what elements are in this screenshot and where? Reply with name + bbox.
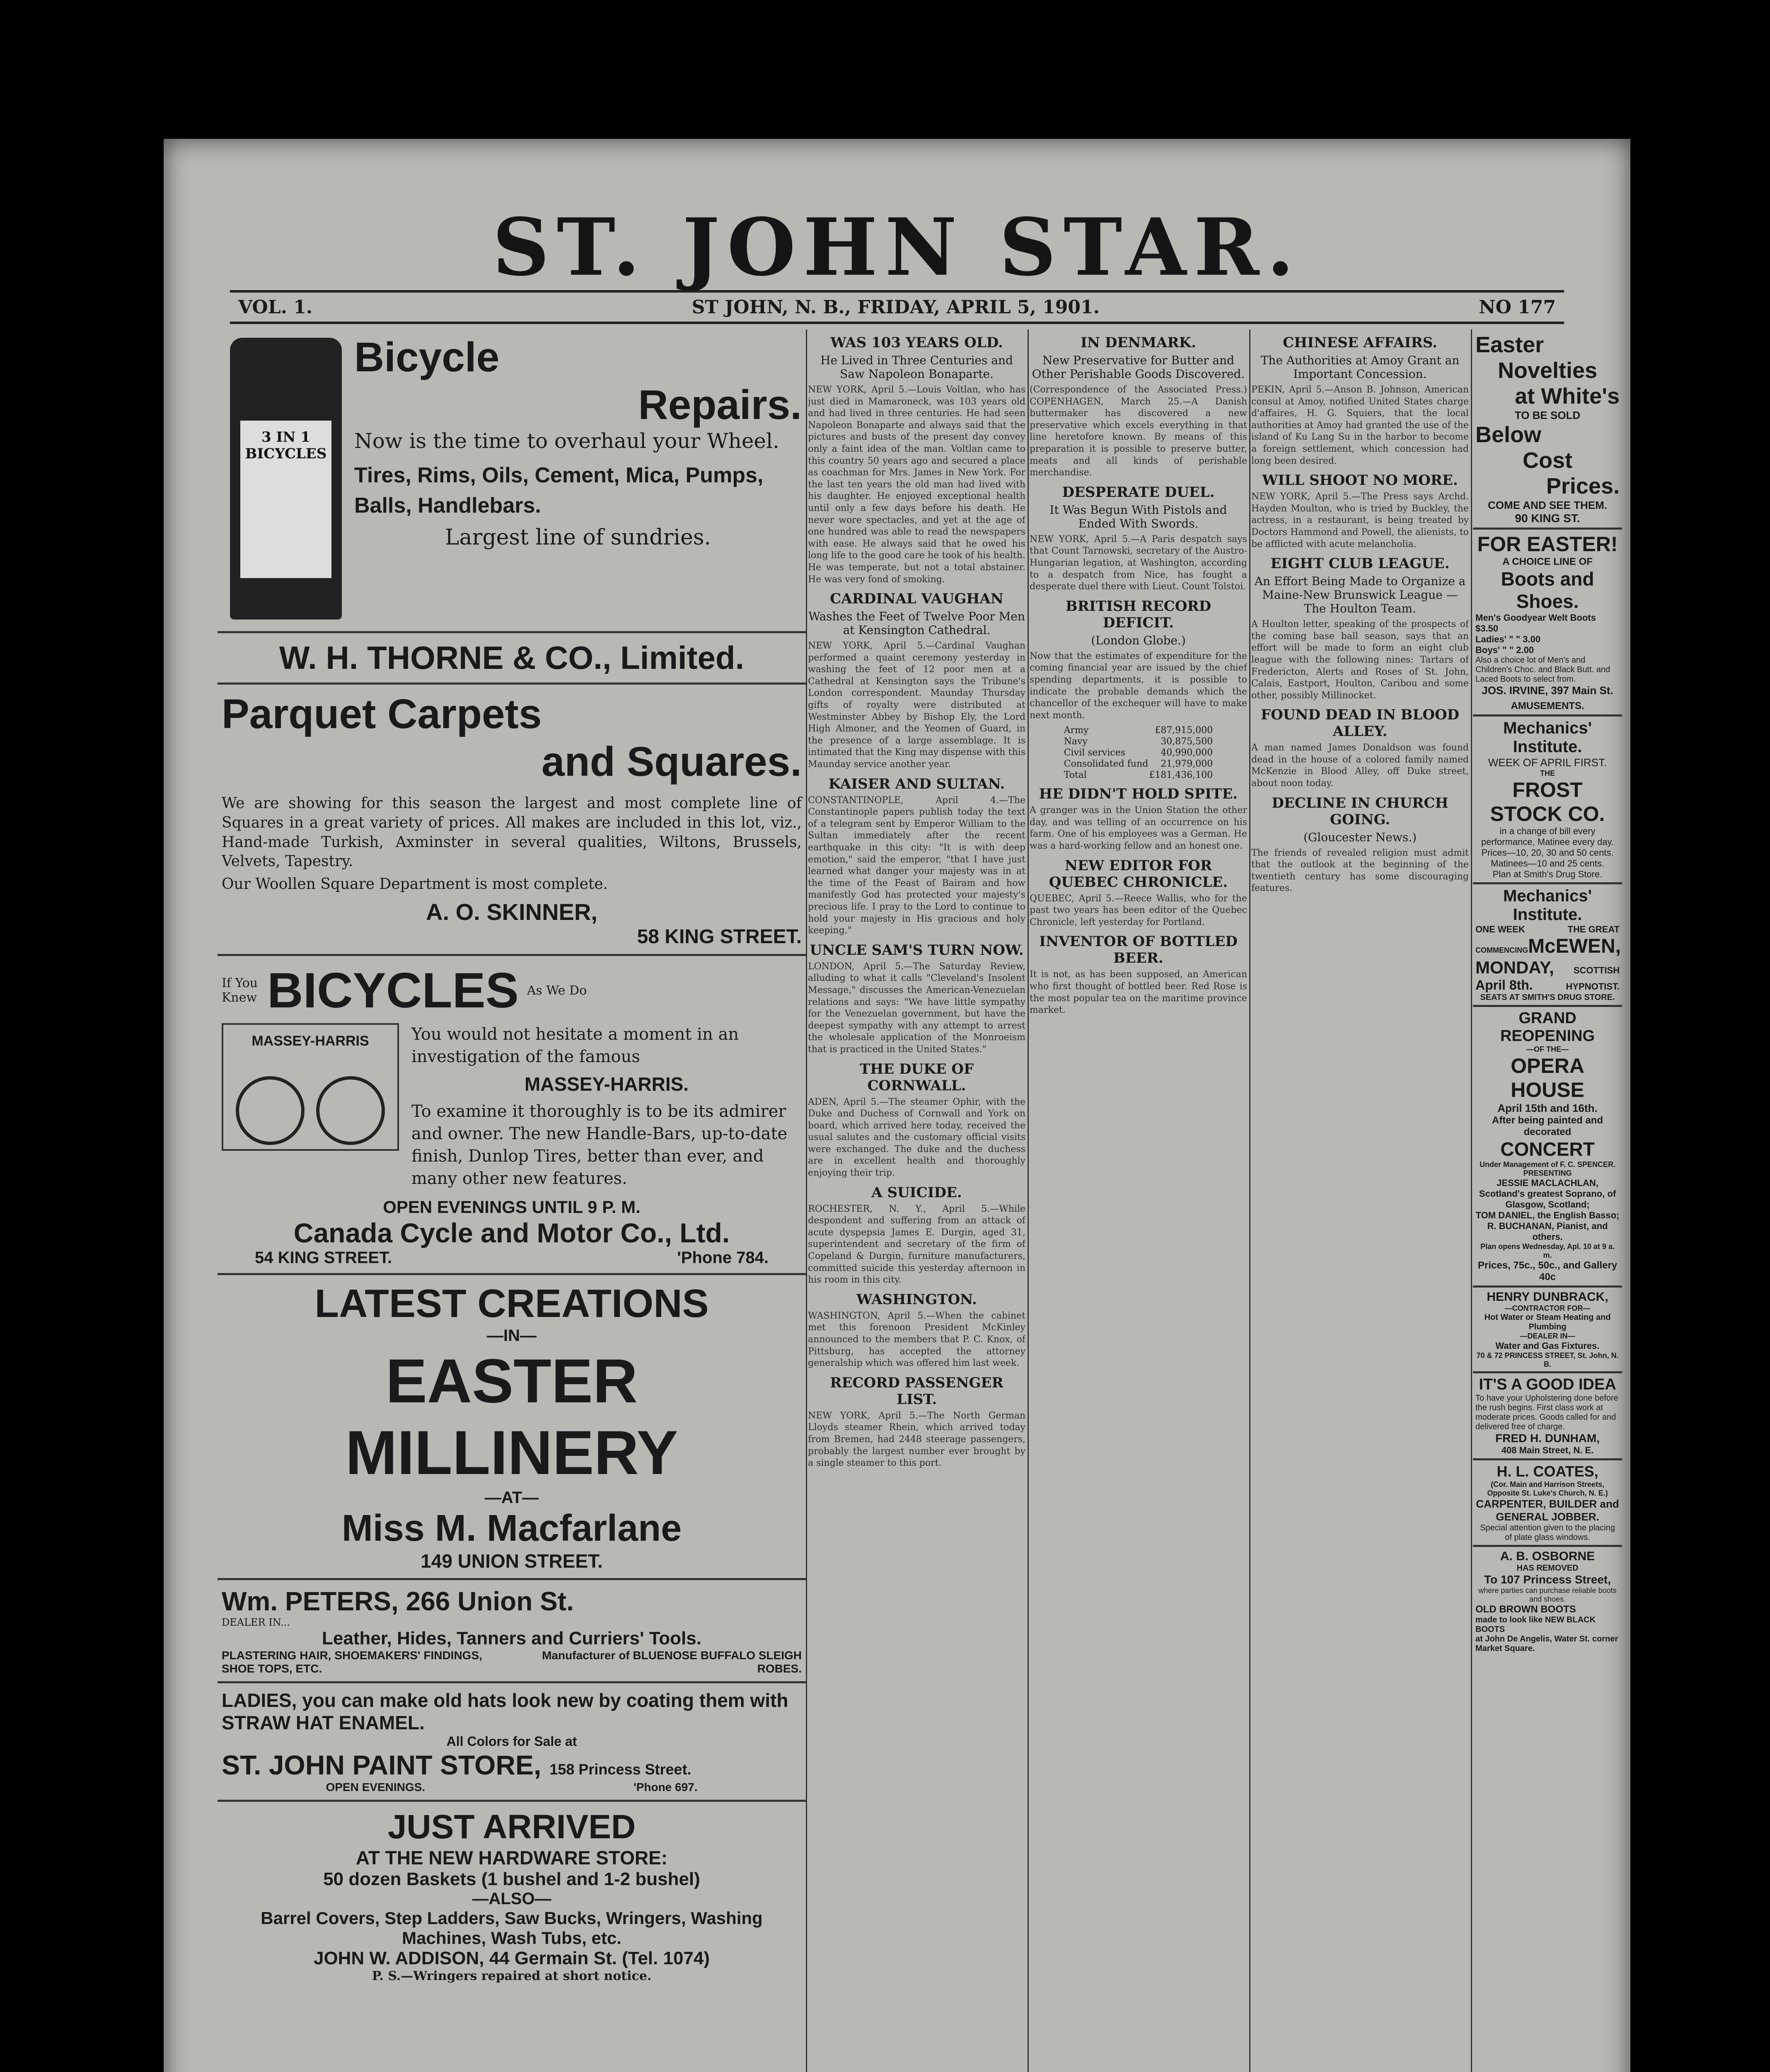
article [1251,795,1469,895]
ad-line: JESSIE MACLACHLAN, Scotland's greatest Soprano, of Glasgow, Scotland; [1479,1178,1616,1210]
article-body: Now that the estimates of expenditure for the coming financial year are issued by the chief spending departments, it is possible to indicate the probable demands which the chancellor of the exchequer will have to make next month. [1030,651,1247,721]
article [1030,598,1247,781]
ad-line: Boys' " " 2.00 [1475,645,1534,655]
estimates-table [1064,725,1214,781]
article-body: NEW YORK, April 5.—Cardinal Vaughan performed a quaint ceremony yesterday in washing the feet of 12 poor men at a Cathedral at Kensington says the Tribune's London correspondent. Maunday Thursday gifts of royalty were distributed at Westminster Abbey by Bishop Ely, the Lord High Almoner, and the Yeomen of Guard, in the presence of a large assemblage. It is intimated that the King may dispense with this Maunday service another year. [808,641,1025,770]
merchant-name: A. O. SKINNER, [426,899,597,925]
ad-line: Hot Water or Steam Heating and Plumbing [1484,1313,1611,1331]
ad-headline: EASTER MILLINERY [345,1346,678,1488]
ad-line: Plan opens Wednesday, Apl. 10 at 9 a. m. [1480,1242,1615,1259]
article-headline: KAISER AND SULTAN. [828,775,1005,792]
article-body: NEW YORK, April 5.—The North German Lloyds steamer Rhein, which arrived today from Bremen, had 2448 steerage passengers, probably the largest number ever brought by a single steamer to this port. [808,1410,1025,1469]
ad-line: ONE WEEK [1475,924,1525,934]
article-body: NEW YORK, April 5.—The Press says Archd. Hayden Moulton, who is tried by Buckley, the actress, in a restaurant, is being treated by Doctors Hammond and Powell, the alienists, to be afflicted with acute melancholia. [1251,491,1469,549]
ad-line: at John De Angelis, Water St. corner Market Square. [1475,1634,1618,1653]
column-rule [1471,329,1472,2072]
article-headline: A SUICIDE. [871,1184,962,1201]
ad-text: To examine it thoroughly is to be its admirer and owner. The new Handle-Bars, up-to-date finish, Dunlop Tires, better than ever, and many other new features. [411,1102,788,1188]
article-body: ROCHESTER, N. Y., April 5.—While despondent and suffering from an attack of acute dyspepsia James E. Durgin, aged 31, superintendent and secretary of the firm of Copeland & Durgin, furniture manufacturers, committed suicide this yesterday afternoon in his room in this city. [808,1203,1025,1285]
wheel-shape [236,1076,305,1145]
table-cell: 40,990,000 [1161,748,1213,758]
table-cell: Total [1064,770,1087,781]
phone: 'Phone 697. [634,1781,698,1794]
ad-line: 50 dozen Baskets (1 bushel and 1-2 bushel) [323,1869,700,1890]
article-body: CONSTANTINOPLE, April 4.—The Constantinople papers publish today the text of a telegram sent by Emperor William to the Sultan immediately after the recent earthquake in this city: "It is with deep emotion," said the emperor, "that I have just learned what danger your majesty was in at the time of the Feast of Bairam and how manifestly God has protected your majesty's precious life. I pray to the Lord to continue to hold your majesty in His gracious and holy keeping." [808,795,1025,936]
column-rule [1028,329,1029,2072]
ad-connector: —AT— [484,1489,539,1507]
article-subhead: An Effort Being Made to Organize a Maine-New Brunswick League —The Houlton Team. [1254,574,1466,616]
ad-text: You would not hesitate a moment in an investigation of the famous [411,1025,739,1067]
article-headline: WAS 103 YEARS OLD. [830,334,1003,351]
news-column-4 [1251,329,1469,2072]
ad-line: LADIES, you can make old hats look new by coating them with STRAW HAT ENAMEL. [222,1690,788,1734]
ad-line: Ladies' " " 3.00 [1475,634,1540,644]
store-address: 158 Princess Street. [549,1761,692,1778]
article [808,334,1025,586]
article-headline: HE DIDN'T HOLD SPITE. [1039,786,1238,803]
ad-line: Cost [1523,448,1572,473]
article-headline: THE DUKE OF CORNWALL. [859,1060,974,1094]
article [1251,334,1469,467]
ad-text: Now is the time to overhaul your Wheel. [354,429,779,453]
ad-line: where parties can purchase reliable boots and shoes. [1478,1586,1617,1603]
ad-line: AT THE NEW HARDWARE STORE: [355,1847,668,1869]
article-body: A Houlton letter, speaking of the prospects of the coming base ball season, says that an effort will be made to form an eight club league with the following nines: Tartars of Fredericton, Alerts and Roses of St. John, Calais, Eastport, Houlton, Caribou and some other, possibly Millinocket. [1251,619,1469,701]
merchant-address: 58 KING STREET. [637,926,802,948]
massey-harris-ad [218,956,806,1275]
ad-line: —DEALER IN— [1520,1332,1575,1340]
opera-house-ad [1473,1007,1622,1288]
article-headline: BRITISH RECORD DEFICIT. [1065,598,1211,631]
ad-title: LATEST CREATIONS [314,1281,709,1326]
ad-line: HENRY DUNBRACK, [1487,1290,1608,1304]
ad-line: Mechanics' Institute. [1503,719,1592,756]
table-cell: 30,875,500 [1161,736,1213,747]
article-body: The friends of revealed religion must admit that the outlook at the beginning of the twentieth century has some discouraging features. [1251,847,1469,894]
merchant-address: 408 Main Street, N. E. [1501,1445,1594,1455]
osborne-ad [1473,1547,1622,1656]
table-cell: 21,979,000 [1161,759,1213,770]
article-subhead: (Gloucester News.) [1303,830,1417,844]
ad-title: JUST ARRIVED [387,1808,636,1846]
bicycle-repairs-ad [218,329,806,633]
ad-line: Under Management of F. C. SPENCER. [1479,1160,1616,1169]
ads-column [218,329,806,2072]
article-headline: RECORD PASSENGER LIST. [830,1374,1003,1408]
ad-line: Boots and Shoes. [1501,568,1594,612]
ad-line: —CONTRACTOR FOR— [1504,1304,1591,1312]
cut-label: MASSEY-HARRIS [251,1033,369,1049]
article-body: NEW YORK, April 5.—Louis Voltlan, who has just died in Mamaroneck, was 103 years old and had lived in three centuries. He had seen Napoleon Bonaparte and always said that the pictures and busts of the present day convey only a faint idea of the man. Voltlan came to this country 50 years ago and secured a place as coachman for Mrs. James in New York. For the last ten years the old man had lived with his daughter. He enjoyed exceptional health until only a few days before his death. He never wore spectacles, and yet at the age of one hundred was able to read the newspapers with ease. He always said that he owed his long life to the good care he took of his health. He was temperate, but not a total abstainer. He was very fond of smoking. [808,385,1025,585]
ad-text: Our Woollen Square Department is most complete. [222,876,608,893]
table-cell: Army [1064,725,1089,736]
volume-number: VOL. 1. [238,296,313,318]
dateline [230,290,1564,324]
ad-line: Plan at Smith's Drug Store. [1492,869,1603,879]
article [1030,933,1247,1016]
ad-title: Bicycle [354,334,500,380]
ad-line: To 107 Princess Street, [1484,1573,1611,1586]
millinery-ad [218,1275,806,1580]
merchant-name: Wm. PETERS, 266 Union St. [222,1586,574,1617]
ad-line: 90 KING ST. [1515,512,1580,525]
table-row [1064,736,1214,747]
ad-line: Also a choice lot of Men's and Children's Choc. and Black Butt. and Laced Boots to select from. [1475,656,1610,684]
article-headline: NEW EDITOR FOR QUEBEC CHRONICLE. [1049,857,1228,891]
ad-line: CONCERT [1500,1138,1595,1160]
table-cell: £181,436,100 [1149,770,1213,781]
ad-title: BICYCLES [267,963,519,1019]
ad-line: —OF THE— [1526,1045,1569,1053]
article-headline: IN DENMARK. [1081,334,1196,351]
article-body: A man named James Donaldson was found dead in the house of a colored family named McKenzie in Blood Alley, off Duke street, about noon today. [1251,743,1469,789]
ad-line: Prices. [1546,474,1620,499]
ad-pre: If You Knew [222,976,258,1005]
ad-line: FROST STOCK CO. [1490,778,1605,825]
ad-line: (Cor. Main and Harrison Streets, Opposite St. Luke's Church, N. E.) [1487,1480,1608,1497]
ad-post: As We Do [527,983,587,998]
ad-line: PLASTERING HAIR, SHOEMAKERS' FINDINGS, SHOE TOPS, ETC. [222,1649,482,1675]
place-date: ST JOHN, N. B., FRIDAY, APRIL 5, 1901. [692,296,1100,318]
coates-ad [1473,1460,1622,1547]
ad-line: 70 & 72 PRINCESS STREET, St. John, N. B. [1476,1351,1619,1368]
dunham-ad [1473,1373,1622,1460]
merchant-name: FRED H. DUNHAM, [1495,1432,1600,1445]
phone: 'Phone 784. [677,1249,769,1267]
article [1030,484,1247,593]
merchant-address: 149 UNION STREET. [421,1550,603,1572]
wheel-shape [316,1076,385,1145]
article [1030,786,1247,852]
ad-line: April 15th and 16th. [1497,1102,1598,1114]
article-subhead: The Authorities at Amoy Grant an Important Concession. [1260,353,1460,381]
ad-title: Repairs. [638,382,802,428]
dealer-label: DEALER IN... [222,1617,290,1629]
ad-line: McEWEN, [1528,935,1621,957]
ad-text: We are showing for this season the largest and most complete line of Squares in a great variety of prices. All makes are included in this lot, viz., Hand-made Turkish, Axminster in several qualities, Wiltons, Brussels, Velvets, Tapestry. [222,795,802,870]
ad-line: OPEN EVENINGS. [326,1781,426,1794]
brand-name: MASSEY-HARRIS. [524,1073,689,1095]
ad-line: COME AND SEE THEM. [1488,499,1607,511]
merchant-name: A. B. OSBORNE [1500,1549,1595,1563]
ad-line: Prices—10, 20, 30 and 50 cents. Matinees—10 and 25 cents. [1481,847,1614,869]
ad-line: SCOTTISH [1573,965,1620,975]
company-name: W. H. THORNE & CO., Limited. [279,639,745,676]
table-cell: Consolidated fund [1064,759,1149,770]
bottle-label: 3 IN 1 BICYCLES [240,421,331,578]
newspaper-page [164,139,1630,2072]
ad-line: Mechanics' Institute. [1503,887,1592,924]
article [808,942,1025,1056]
article-headline: DESPERATE DUEL. [1062,484,1215,501]
table-cell: £87,915,000 [1155,725,1213,736]
table-cell: Navy [1064,736,1088,747]
article-subhead: New Preservative for Butter and Other Perishable Goods Discovered. [1032,353,1245,381]
ad-footer: Largest line of sundries. [445,525,711,550]
issue-number: NO 177 [1479,296,1556,318]
article [808,1184,1025,1286]
ad-line: Manufacturer of BLUENOSE BUFFALO SLEIGH ROBES. [542,1649,802,1675]
ad-line: THE GREAT [1567,924,1620,934]
ad-items: Tires, Rims, Oils, Cement, Mica, Pumps, Balls, Handlebars. [354,463,764,518]
ad-line: Below [1475,422,1542,447]
carpets-ad [218,685,806,956]
article-headline: CHINESE AFFAIRS. [1283,334,1437,351]
article-body: WASHINGTON, April 5.—When the cabinet met this forenoon President McKinley announced to the members that P. C. Knox, of Pittsburg, has accepted the attorney generalship which was offered him last week. [808,1310,1025,1369]
ad-line: All Colors for Sale at [446,1734,577,1749]
opening-hours: OPEN EVENINGS UNTIL 9 P. M. [383,1197,641,1217]
article-body: LONDON, April 5.—The Saturday Review, alluding to what it calls "Cleveland's Insolent Message," discusses the American-Venezuelan relations and says: "We have little sympathy for the Venezuelan government, but have the deepest sympathy with any attempt to arrest the wholesale application of the Monroeism that is practiced in the United States." [808,961,1025,1055]
ad-line: IT'S A GOOD IDEA [1479,1376,1616,1393]
ad-line: Leather, Hides, Tanners and Curriers' Tools. [322,1628,701,1649]
article-headline: DECLINE IN CHURCH GOING. [1272,794,1448,828]
table-row [1064,770,1214,781]
news-column-2 [808,329,1025,2072]
article-headline: UNCLE SAM'S TURN NOW. [810,942,1024,959]
article-subhead: It Was Begun With Pistols and Ended With Swords. [1049,503,1227,530]
article-body: QUEBEC, April 5.—Reece Wallis, who for the past two years has been editor of the Quebec Chronicle, left yesterday for Portland. [1030,893,1247,927]
ad-line: A CHOICE LINE OF [1502,556,1593,567]
ad-line: TO BE SOLD [1514,409,1581,421]
ad-line: Novelties [1497,358,1598,383]
paint-store-ad [218,1683,806,1802]
article [808,1291,1025,1370]
article-headline: EIGHT CLUB LEAGUE. [1270,555,1450,572]
ad-line: MONDAY, [1475,958,1554,977]
article-subhead: He Lived in Three Centuries and Saw Napoleon Bonaparte. [820,353,1013,381]
hardware-ad [218,1802,806,1989]
article-body: It is not, as has been supposed, an American who first thought of bottled beer. Red Rose is the most popular tea on the maritime province market. [1030,969,1247,1016]
ad-line: COMMENCING [1475,946,1528,954]
ad-line: Prices, 75c., 50c., and Gallery 40c [1477,1260,1618,1283]
company-name: Canada Cycle and Motor Co., Ltd. [293,1218,730,1249]
ad-line: Special attention given to the placing of plate glass windows. [1480,1523,1615,1542]
column-rule [806,329,807,2072]
table-row [1064,725,1214,736]
address: 54 KING STREET. [255,1249,392,1267]
article [1251,707,1469,789]
table-cell: Civil services [1064,748,1126,758]
ad-line: Water and Gas Fixtures. [1495,1341,1600,1351]
hypnotist-ad [1473,884,1622,1007]
bicycle-illustration [222,1023,399,1151]
article-subhead: (London Globe.) [1091,633,1186,647]
ad-line: To have your Upholstering done before the rush begins. First class work at moderate prices. Goods called for and delivered free of charge. [1475,1394,1618,1431]
mechanics-institute-ad [1473,716,1622,884]
article [808,1375,1025,1469]
merchant-name: JOS. IRVINE, 397 Main St. [1482,684,1613,697]
ad-line: HAS REMOVED [1516,1564,1579,1573]
article-headline: WILL SHOOT NO MORE. [1262,472,1458,489]
oil-bottle-image [230,338,342,620]
article-body: NEW YORK, April 5.—A Paris despatch says that Count Tarnowski, secretary of the Austro-Hungarian legation, at Washington, according to a despatch from Nice, has fought a desperate duel there with Lieut. Count Tolstoi. [1030,534,1247,592]
article [808,776,1025,937]
ad-line: Men's Goodyear Welt Boots $3.50 [1475,612,1596,634]
dunbrack-ad [1473,1288,1622,1373]
article [808,1061,1025,1179]
irvine-boots-ad [1473,530,1622,716]
easter-novelties-ad [1473,329,1622,530]
ad-line: Easter [1475,332,1544,357]
article [1251,555,1469,702]
article-body: (Correspondence of the Associated Press.) COPENHAGEN, March 25.—A Danish buttermaker has discovered a new preservative which excels everything in that line heretofore known. By means of this preparation it is possible to preserve butter, meats and all kinds of perishable merchandise. [1030,385,1247,478]
article-body: A granger was in the Union Station the other day, and was telling of an occurrence on his farm. One of his employees was a German. He was a hard-working fellow and an honest one. [1030,805,1247,852]
store-name: ST. JOHN PAINT STORE, [222,1750,542,1781]
ad-line: Barrel Covers, Step Ladders, Saw Bucks, Wringers, Washing Machines, Wash Tubs, etc. [261,1908,763,1948]
ad-line: HYPNOTIST. [1566,981,1620,992]
article [1251,472,1469,550]
ad-line: at White's [1515,384,1620,409]
ad-title: and Squares. [542,738,802,785]
ad-line: —ALSO— [472,1890,551,1908]
news-column-3 [1030,329,1247,2072]
merchant-name: H. L. COATES, [1497,1463,1598,1480]
ad-line: SEATS AT SMITH'S DRUG STORE. [1480,993,1615,1002]
article [1030,857,1247,929]
ad-title: Parquet Carpets [222,691,542,737]
ad-line: THE [1540,769,1555,777]
ad-line: After being painted and decorated [1492,1115,1603,1138]
ad-line: TOM DANIEL, the English Basso; [1475,1210,1620,1220]
ad-postscript: P. S.—Wringers repaired at short notice. [372,1969,652,1984]
article-headline: CARDINAL VAUGHAN [830,591,1003,608]
ad-connector: —IN— [487,1326,537,1345]
section-heading: AMUSEMENTS. [1511,700,1584,712]
ad-line: April 8th. [1475,978,1533,992]
table-row [1064,758,1214,770]
merchant-name: JOHN W. ADDISON, 44 Germain St. (Tel. 1074) [313,1948,710,1969]
article-body: ADEN, April 5.—The steamer Ophir, with the Duke and Duchess of Cornwall and York on board, which arrived here today, received the usual salutes and the customary official visits were exchanged. The duke and the duchess are in excellent health and thoroughly enjoying their trip. [808,1097,1025,1179]
thorne-ad [218,633,806,685]
ad-line: OPERA HOUSE [1511,1054,1584,1101]
ads-column-right [1473,329,1622,2072]
ad-line: R. BUCHANAN, Pianist, and others. [1487,1221,1608,1242]
masthead: ST. JOHN STAR. [492,201,1302,293]
ad-line: GRAND REOPENING [1500,1009,1595,1045]
ad-line: in a change of bill every performance, Matinee every day. [1481,826,1614,847]
article-headline: FOUND DEAD IN BLOOD ALLEY. [1260,707,1460,740]
ad-line: FOR EASTER! [1477,533,1618,556]
column-rule [1249,329,1250,2072]
table-row [1064,747,1214,758]
ad-line: made to look like NEW BLACK BOOTS [1475,1615,1596,1634]
ad-line: WEEK OF APRIL FIRST. [1488,756,1607,769]
peters-ad [218,1580,806,1683]
merchant-name: Miss M. Macfarlane [341,1508,682,1549]
article [1030,334,1247,479]
ad-line: OLD BROWN BOOTS [1475,1604,1576,1615]
article-headline: WASHINGTON. [856,1291,977,1308]
article-headline: INVENTOR OF BOTTLED BEER. [1039,933,1238,967]
ad-line: PRESENTING [1523,1169,1572,1177]
article [808,591,1025,771]
article-body: PEKIN, April 5.—Anson B. Johnson, American consul at Amoy, notified United States charge d'affaires, H. G. Squiers, that the local authorities at Amoy had granted the use of the island of Ku Lang Su in the harbor to become a foreign settlement, which concession had long been desired. [1251,385,1469,466]
ad-line: CARPENTER, BUILDER and GENERAL JOBBER. [1476,1498,1619,1523]
article-subhead: Washes the Feet of Twelve Poor Men at Kensington Cathedral. [808,610,1025,637]
